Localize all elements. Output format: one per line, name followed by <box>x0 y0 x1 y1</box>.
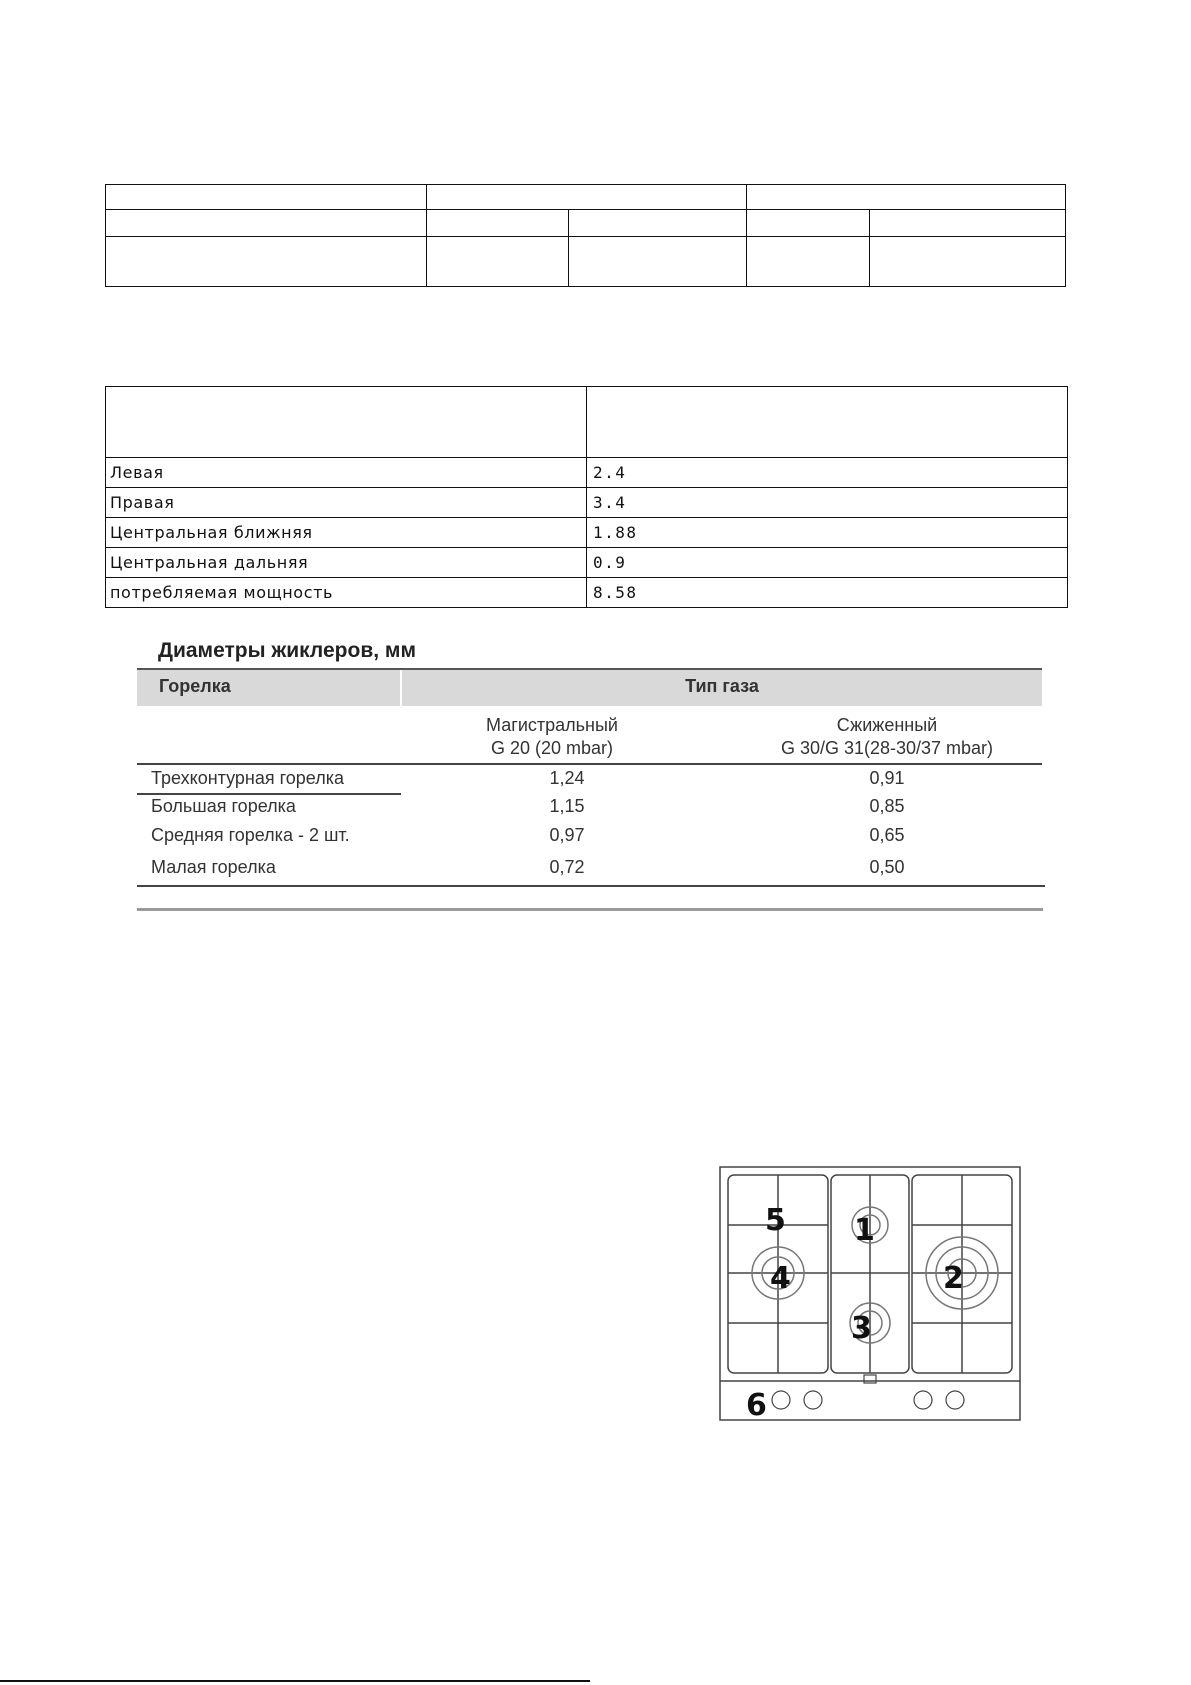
table-row <box>106 548 1068 578</box>
ignition-switch <box>864 1375 876 1383</box>
table-cell <box>427 210 569 237</box>
table-cell <box>106 387 587 458</box>
empty-spec-table <box>105 184 1066 287</box>
table-cell <box>569 237 747 287</box>
knob <box>946 1391 964 1409</box>
knob <box>772 1391 790 1409</box>
label-2: 2 <box>943 1261 964 1296</box>
table-row <box>137 796 1042 824</box>
burner-power: 3.4 <box>587 488 1068 518</box>
table-cell <box>106 237 427 287</box>
label-3: 3 <box>851 1311 872 1346</box>
divider <box>137 763 1042 765</box>
col-header-gas-type: Тип газа <box>685 676 759 696</box>
col-header-burner: Горелка <box>159 676 231 696</box>
jet-g20: 0,72 <box>549 857 585 877</box>
jet-g30: 0,85 <box>869 796 905 816</box>
burner-name: Центральная дальняя <box>106 548 587 578</box>
label-5: 5 <box>765 1203 786 1238</box>
subheader-line: Сжиженный <box>836 715 938 735</box>
subheader-line: Магистральный <box>486 715 618 735</box>
label-4: 4 <box>770 1261 791 1296</box>
table-cell <box>870 210 1066 237</box>
table-cell <box>427 185 747 210</box>
burner-name: потребляемая мощность <box>106 578 587 608</box>
jet-table-title: Диаметры жиклеров, мм <box>158 639 416 662</box>
table-row <box>106 458 1068 488</box>
jet-diameters-table <box>137 668 1042 908</box>
burner-name: Левая <box>106 458 587 488</box>
jet-g30: 0,50 <box>869 857 905 877</box>
table-cell <box>106 210 427 237</box>
divider <box>137 908 1043 911</box>
jet-g30: 0,91 <box>869 768 905 788</box>
table-row <box>106 518 1068 548</box>
burner-power: 0.9 <box>587 548 1068 578</box>
burner-name: Центральная ближняя <box>106 518 587 548</box>
table-row <box>137 825 1042 853</box>
burner-power: 1.88 <box>587 518 1068 548</box>
table-cell <box>747 185 1066 210</box>
table-cell <box>870 237 1066 287</box>
label-1: 1 <box>854 1213 875 1248</box>
burner-name: Трехконтурная горелка <box>151 768 344 788</box>
knob <box>914 1391 932 1409</box>
burner-name: Малая горелка <box>151 857 276 877</box>
table-cell <box>569 210 747 237</box>
burner-name: Большая горелка <box>151 796 296 816</box>
jet-g20: 1,15 <box>549 796 585 816</box>
subheader-line: G 20 (20 mbar) <box>490 738 614 758</box>
table-header-row <box>106 387 1068 458</box>
burner-power-table <box>105 386 1068 608</box>
jet-g20: 0,97 <box>549 825 585 845</box>
hob-diagram <box>718 1165 1022 1422</box>
jet-g30: 0,65 <box>869 825 905 845</box>
jet-g20: 1,24 <box>549 768 585 788</box>
table-row <box>137 857 1042 885</box>
footer-line <box>0 1680 590 1682</box>
burner-name: Правая <box>106 488 587 518</box>
table-row <box>106 488 1068 518</box>
table-cell <box>427 237 569 287</box>
subheader-natural-gas <box>427 714 677 760</box>
table-cell <box>747 237 870 287</box>
divider <box>137 793 401 795</box>
burner-name: Средняя горелка - 2 шт. <box>151 825 350 845</box>
subheader-liquefied-gas <box>737 714 1037 760</box>
burner-power: 8.58 <box>587 578 1068 608</box>
knob <box>804 1391 822 1409</box>
subheader-line: G 30/G 31(28-30/37 mbar) <box>780 738 994 758</box>
divider <box>137 885 1045 887</box>
table-row <box>137 768 1042 796</box>
burner-power: 2.4 <box>587 458 1068 488</box>
table-cell <box>747 210 870 237</box>
table-row <box>106 578 1068 608</box>
table-cell <box>587 387 1068 458</box>
label-6: 6 <box>746 1388 767 1422</box>
table-cell <box>106 185 427 210</box>
